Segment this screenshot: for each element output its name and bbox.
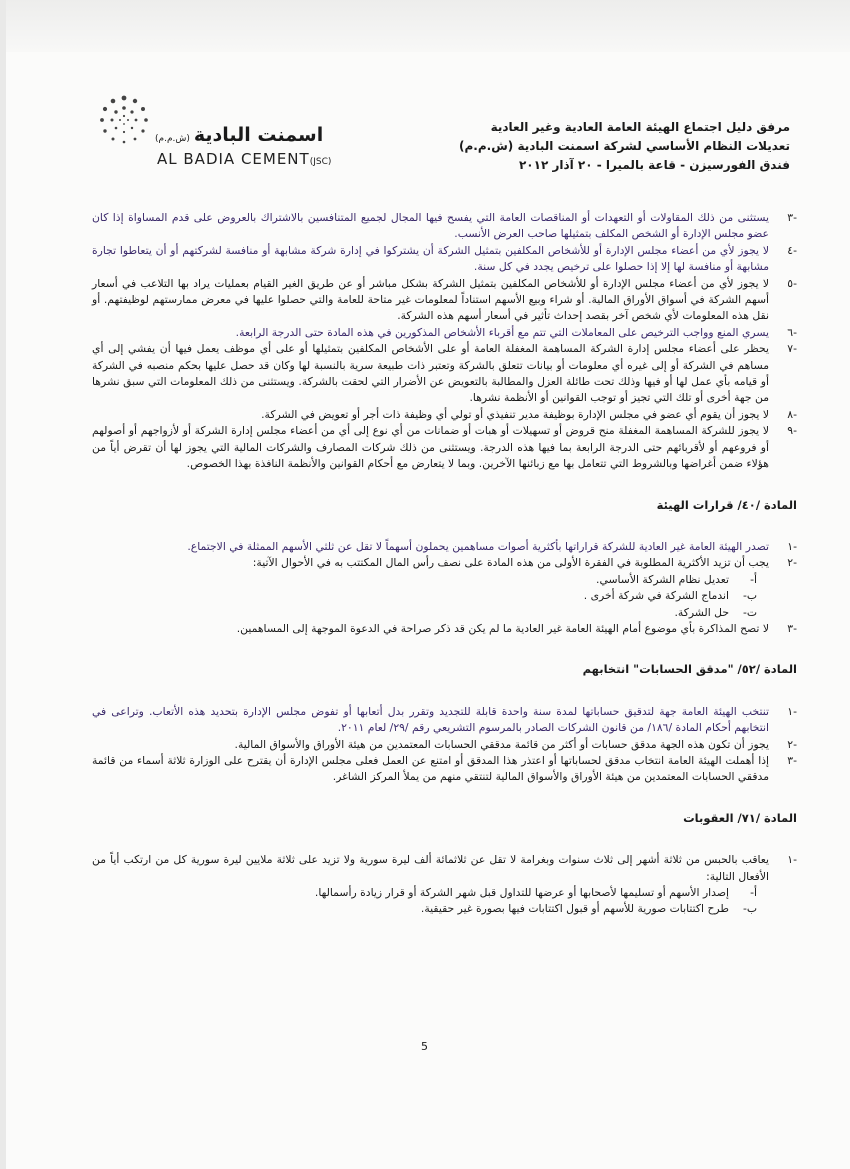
logo-english-tag: (JSC) [309, 157, 332, 167]
list-item: -٤ لا يجوز لأي من أعضاء مجلس الإدارة أو للأشخاص المكلفين بتمثيل الشركة أن يشتركوا في إدارة شركة مشابهة أو منافسة لشركتهم أو أن يتعاطوا تجارة مشابهة أو منافسة لها إلا إذا حصلوا على ترخيص يجدد في كل سنة. [92, 243, 797, 274]
section-title-52: المادة /٥٢/ "مدقق الحسابات" انتخابهم [582, 662, 797, 677]
list-item: -٣ إذا أهملت الهيئة العامة انتخاب مدقق لحساباتها أو اعتذر هذا المدقق أو امتنع عن العمل فعلى مجلس الإدارة أن يقترح على الوزارة ثلاثة أسماء من قائمة مدققي الحسابات المعتمدين من هيئة الأوراق والأسواق المالية لتنتقي منهم من يملأ المركز الشاغر. [92, 753, 797, 784]
document-body [92, 210, 797, 918]
list-item: -١ تصدر الهيئة العامة غير العادية للشركة قراراتها بأكثرية أصوات مساهمين يحملون أسهماً لا تقل عن ثلثي الأسهم الممثلة في الاجتماع. [187, 539, 797, 553]
dotted-ring-icon [98, 94, 150, 146]
list-item: -٩ لا يجوز للشركة المساهمة المغفلة منح قروض أو تسهيلات أو هبات أو ضمانات من أي نوع إلى أي من أعضاء مجلس إدارة الشركة أو لأزواجهم أو أصولهم أو فروعهم أو لأقربائهم حتى الدرجة الرابعة بما فيها هذه الدرجة. ويستثنى من ذلك شركات المصارف والشركات المالية التي يجوز لها أن تقرض أياً من هؤلاء ضمن أغراضها وبالشروط التي تتعامل بها مع زبائنها الآخرين. وبما لا يتعارض مع أحكام القوانين والأنظمة النافذة بهذا الخصوص. [92, 424, 797, 471]
sub-item: ب- طرح اكتتابات صورية للأسهم أو قبول اكتتابات فيها بصورة غير حقيقية. [420, 902, 757, 916]
header-line-1: مرفق دليل اجتماع الهيئة العامة العادية وغير العادية [490, 120, 790, 134]
list-item: -٧ يحظر على أعضاء مجلس إدارة الشركة المساهمة المغفلة العامة أو على الأشخاص المكلفين بتمثيلها أو على أي موظف يعمل فيها أن يفشي إلى أي مساهم في الشركة أو إلى غيره أي معلومات أو بيانات تتعلق بالشركة وتعتبر ذات طبيعة سرية بالنسبة لها وكان قد حصل عليها بحكم منصبه في الشركة أو قيامه بأي عمل لها أو فيها وذلك تحت طائلة العزل والمطالبة بالتعويض عن الأضرار التي لحقت بالشركة. ويستثنى من ذلك المعلومات التي سبق نشرها من جهة أخرى أو تلك التي تجيز أو توجب القوانين أو الأنظمة نشرها. [92, 342, 797, 405]
header-line-2: تعديلات النظام الأساسي لشركة اسمنت البادية (ش.م.م) [459, 139, 790, 153]
sub-item: أ- إصدار الأسهم أو تسليمها لأصحابها أو عرضها للتداول قبل شهر الشركة أو قرار زيادة رأسمالها. [314, 886, 757, 899]
header-line-3: فندق الفورسيزن - قاعة بالميرا - ٢٠ آذار ٢٠١٢ [518, 158, 790, 172]
logo-arabic-tag: (ش.م.م) [155, 134, 190, 144]
list-item: -٣ لا تصح المذاكرة بأي موضوع أمام الهيئة العامة غير العادية ما لم يكن قد ذكر صراحة في الدعوة الموجهة إلى المساهمين. [236, 621, 797, 635]
list-item: -٦ يسري المنع وواجب الترخيص على المعاملات التي تتم مع أقرباء الأشخاص المذكورين في هذه المادة حتى الدرجة الرابعة. [235, 325, 797, 339]
list-item: -١ تنتخب الهيئة العامة جهة لتدقيق حساباتها لمدة سنة واحدة قابلة للتجديد وتقرر بدل أتعابها أو تفوض مجلس الإدارة بتحديد هذه الأتعاب. وتراعى في انتخابهم أحكام المادة /١٨٦/ من قانون الشركات الصادر بالمرسوم التشريعي رقم /٢٩/ لعام ٢٠١١. [92, 704, 797, 735]
sub-item: ت- حل الشركة. [674, 605, 757, 619]
list-item: -٣ يستثنى من ذلك المقاولات أو التعهدات أو المناقصات العامة التي يفسح فيها المجال لجميع المتنافسين بالاشتراك بالعروض على قدم المساواة إذا كان عضو مجلس الإدارة أو الشخص المكلف بتمثيلها صاحب العرض الأنسب. [92, 211, 797, 241]
sub-item: ب- اندماج الشركة في شركة أخرى . [583, 589, 757, 603]
list-item: -١ يعاقب بالحبس من ثلاثة أشهر إلى ثلاث سنوات وبغرامة لا تقل عن ثلاثمائة ألف ليرة سورية ولا تزيد على ثلاثة ملايين ليرة سورية كل من ارتكب أياً من الأفعال التالية: [92, 853, 797, 883]
list-item: -٢ يجوز أن تكون هذه الجهة مدقق حسابات أو أكثر من قائمة مدققي الحسابات المعتمدين من هيئة الأوراق والأسواق المالية. [234, 737, 797, 751]
logo-english-name: AL BADIA CEMENT(JSC) [157, 150, 332, 168]
list-item: -٥ لا يجوز لأي من أعضاء مجلس الإدارة أو للأشخاص المكلفين بتمثيل الشركة بشكل مباشر أو عن طريق الغير القيام بعمليات يراد بها التلاعب في أسعار أسهم الشركة في أسواق الأوراق المالية. أو شراء وبيع الأسهم استناداً لمعلومات غير متاحة للعامة والتي حصلوا عليها في معرض ممارستهم لوظيفتهم. أو نقل هذه المعلومات لأي شخص آخر بقصد إحداث تأثير في أسعار أسهم هذه الشركة. [92, 276, 797, 323]
list-item: -٨ لا يجوز أن يقوم أي عضو في مجلس الإدارة بوظيفة مدير تنفيذي أو تولي أي وظيفة ذات أجر أو تعويض في الشركة. [261, 407, 797, 421]
document-header [370, 118, 790, 175]
section-title-71: المادة /٧١/ العقوبات [683, 810, 797, 825]
page-number: 5 [421, 1040, 428, 1053]
section-title-40: المادة /٤٠/ قرارات الهيئة [656, 497, 797, 512]
company-logo [30, 94, 330, 174]
list-item: -٢ يجب أن تزيد الأكثرية المطلوبة في الفقرة الأولى من هذه المادة على نصف رأس المال المكتتب به في الأحوال الآتية: [252, 556, 797, 570]
logo-arabic-name: اسمنت البادية(ش.م.م) [155, 124, 324, 146]
sub-item: أ- تعديل نظام الشركة الأساسي. [596, 572, 757, 586]
